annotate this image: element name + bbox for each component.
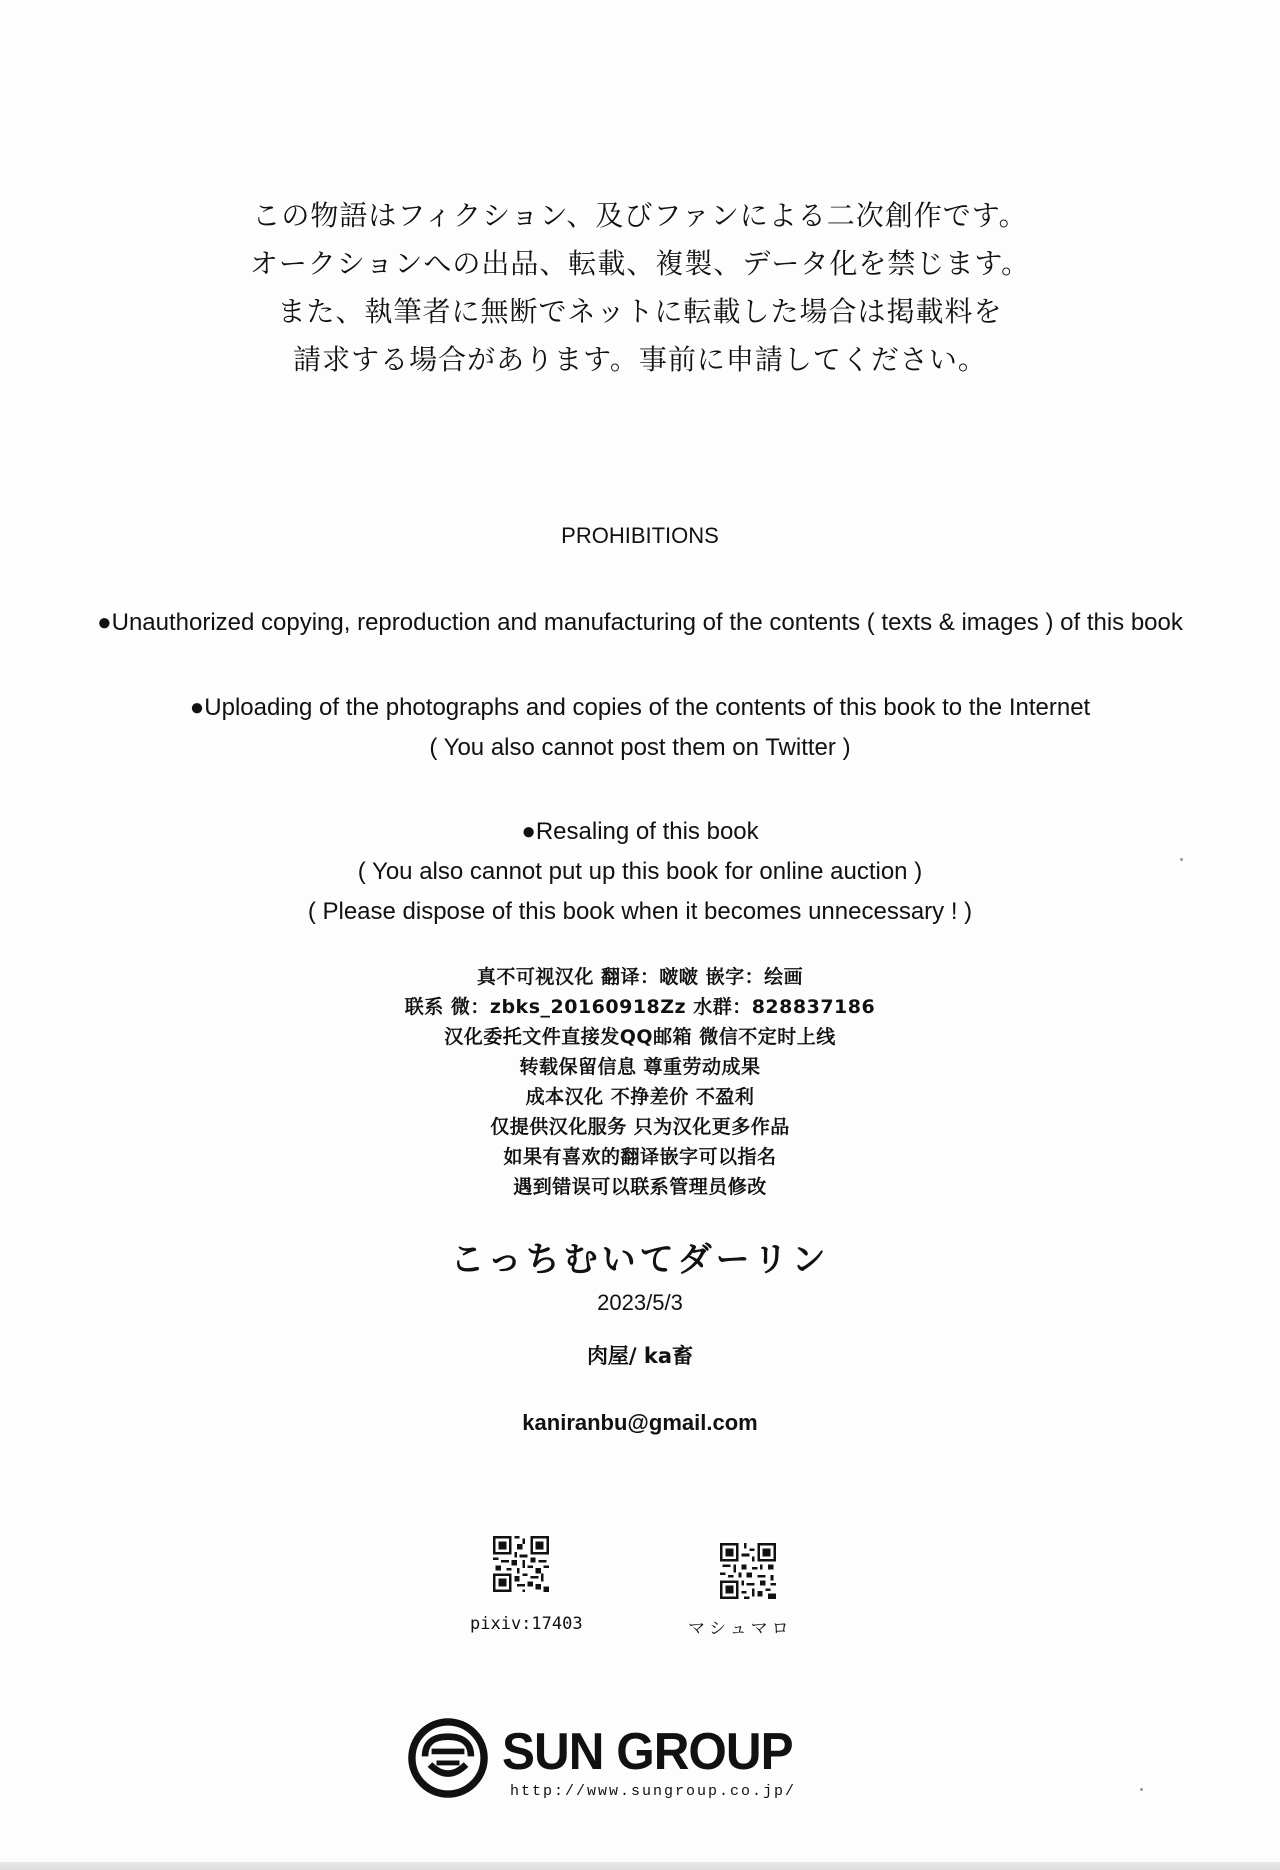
- credits-line: 联系 微：zbks_20160918Zz 水群：828837186: [404, 996, 876, 1018]
- jp-notice-line: この物語はフィクション、及びファンによる二次創作です。: [252, 199, 1028, 232]
- contact-email: kaniranbu@gmail.com: [522, 1410, 758, 1435]
- prohibition-item-copying: [0, 603, 1280, 643]
- publication-date: 2023/5/3: [597, 1290, 683, 1315]
- printer-url: http://www.sungroup.co.jp/: [510, 1783, 797, 1800]
- prohibition-item-uploading: [0, 688, 1280, 768]
- credits-line: 真不可视汉化 翻译：啵啵 嵌字：绘画: [476, 966, 804, 988]
- marshmallow-qr-code-icon: [720, 1543, 776, 1599]
- prohibition-text: ●Resaling of this book: [521, 818, 759, 845]
- pixiv-qr-code-icon: [493, 1536, 549, 1592]
- sun-group-logo-icon: [407, 1717, 489, 1799]
- credits-line: 转载保留信息 尊重劳动成果: [519, 1056, 761, 1078]
- credits-line: 遇到错误可以联系管理员修改: [513, 1176, 767, 1198]
- jp-notice-line: オークションへの出品、転載、複製、データ化を禁じます。: [249, 247, 1031, 280]
- circle-author: 肉屋/ ka畜: [586, 1344, 694, 1368]
- pixiv-label: pixiv:17403: [470, 1614, 583, 1634]
- prohibition-text: ●Uploading of the photographs and copies of the contents of this book to the Internet: [189, 694, 1091, 721]
- jp-notice-line: 請求する場合があります。事前に申請してください。: [293, 343, 987, 376]
- credits-line: 成本汉化 不挣差价 不盈利: [525, 1086, 755, 1108]
- marshmallow-label: マシュマロ: [688, 1619, 793, 1639]
- scan-speck: [1140, 1788, 1143, 1791]
- prohibition-note: ( You also cannot put up this book for online auction ): [357, 858, 923, 885]
- credits-line: 汉化委托文件直接发QQ邮箱 微信不定时上线: [444, 1026, 836, 1048]
- book-title: こっちむいてダーリン: [450, 1240, 830, 1280]
- translation-credits: [0, 962, 1280, 1202]
- jp-notice-line: また、執筆者に無断でネットに転載した場合は掲載料を: [277, 295, 1003, 328]
- prohibition-note: ( You also cannot post them on Twitter ): [429, 734, 851, 761]
- credits-line: 仅提供汉化服务 只为汉化更多作品: [490, 1116, 790, 1138]
- prohibition-note: ( Please dispose of this book when it becomes unnecessary ! ): [307, 898, 973, 925]
- printer-name: SUN GROUP: [502, 1723, 793, 1781]
- scan-bottom-edge: [0, 1862, 1280, 1870]
- scan-speck: [1180, 858, 1183, 861]
- credits-line: 如果有喜欢的翻译嵌字可以指名: [503, 1146, 777, 1168]
- prohibition-item-resaling: [0, 812, 1280, 932]
- prohibition-text: ●Unauthorized copying, reproduction and manufacturing of the contents ( texts & images ) of this book: [97, 609, 1183, 636]
- prohibitions-title: PROHIBITIONS: [561, 523, 719, 548]
- japanese-notice: [0, 192, 1280, 384]
